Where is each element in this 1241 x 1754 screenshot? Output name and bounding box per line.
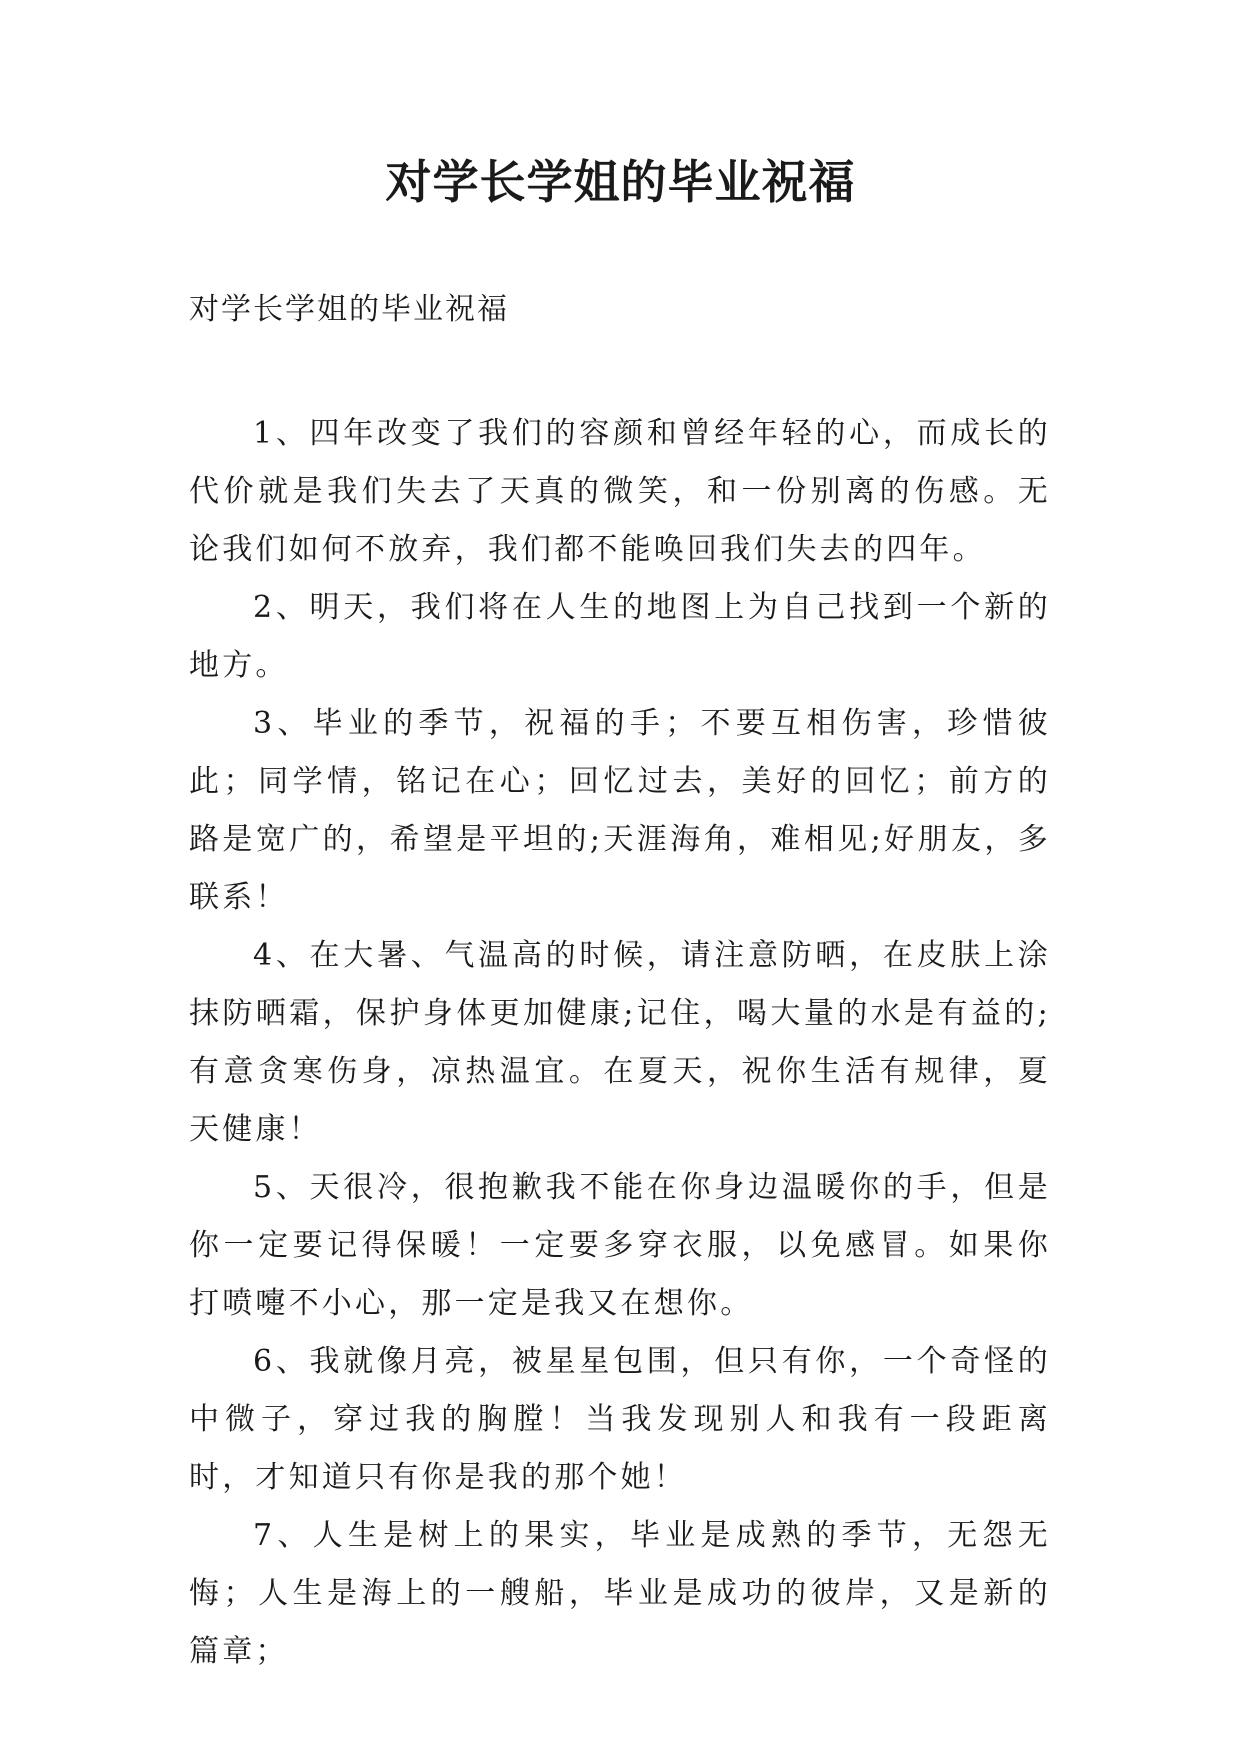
paragraph-6: 6、我就像月亮，被星星包围，但只有你，一个奇怪的中微子，穿过我的胸膛！当我发现别人和我有一段距离时，才知道只有你是我的那个她！ xyxy=(189,1344,1051,1495)
paragraph-7: 7、人生是树上的果实，毕业是成熟的季节，无怨无悔；人生是海上的一艘船，毕业是成功的彼岸，又是新的篇章； xyxy=(189,1518,1051,1669)
document-subtitle: 对学长学姐的毕业祝福 xyxy=(189,292,509,327)
paragraph-3: 3、毕业的季节，祝福的手；不要互相伤害，珍惜彼此；同学情，铭记在心；回忆过去，美好的回忆；前方的路是宽广的，希望是平坦的;天涯海角，难相见;好朋友，多联系！ xyxy=(189,706,1051,915)
paragraph-5: 5、天很冷，很抱歉我不能在你身边温暖你的手，但是你一定要记得保暖！一定要多穿衣服，以免感冒。如果你打喷嚏不小心，那一定是我又在想你。 xyxy=(189,1170,1051,1321)
paragraph-4: 4、在大暑、气温高的时候，请注意防晒，在皮肤上涂抹防晒霜，保护身体更加健康;记住，喝大量的水是有益的;有意贪寒伤身，凉热温宜。在夏天，祝你生活有规律，夏天健康！ xyxy=(189,938,1051,1147)
document-body xyxy=(189,405,1051,1681)
paragraph-1: 1、四年改变了我们的容颜和曾经年轻的心，而成长的代价就是我们失去了天真的微笑，和一份别离的伤感。无论我们如何不放弃，我们都不能唤回我们失去的四年。 xyxy=(189,416,1051,567)
paragraph-2: 2、明天，我们将在人生的地图上为自己找到一个新的地方。 xyxy=(189,590,1051,683)
document-title: 对学长学姐的毕业祝福 xyxy=(385,155,856,209)
